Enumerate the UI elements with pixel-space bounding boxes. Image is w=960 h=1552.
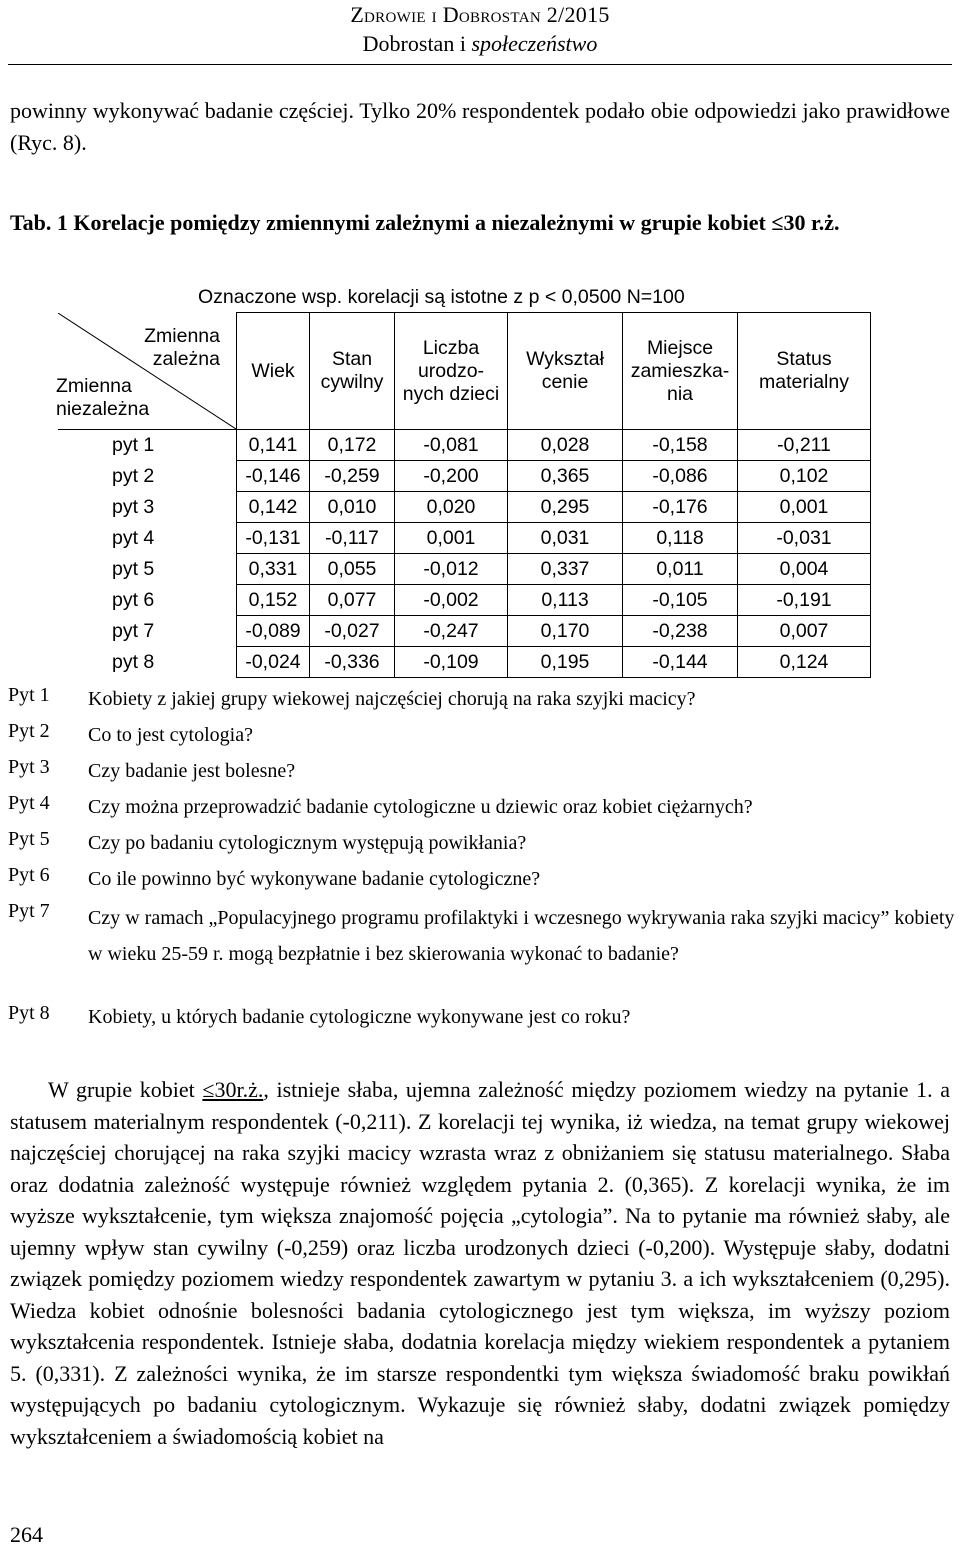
table-cell: -0,200: [395, 461, 508, 492]
table-cell: 0,102: [738, 461, 871, 492]
question-text: Co ile powinno być wykonywane badanie cytologiczne?: [88, 868, 541, 890]
table-cell: 0,077: [310, 585, 395, 616]
table-header-row: [58, 313, 871, 430]
corner-cell: [58, 313, 237, 430]
row-label: [58, 461, 237, 492]
significance-note: Oznaczone wsp. korelacji są istotne z p < 0,0500 N=100: [198, 286, 685, 308]
section-title-italic: społeczeństwo: [471, 31, 598, 56]
table-cell: 0,113: [508, 585, 623, 616]
table-cell: -0,247: [395, 616, 508, 647]
question-id: Pyt 4: [8, 792, 50, 814]
page-number: 264: [10, 1522, 43, 1547]
row-label-text: pyt 4: [112, 526, 155, 549]
header-rule: [8, 64, 952, 65]
table-cell: 0,007: [738, 616, 871, 647]
table-cell: 0,152: [237, 585, 310, 616]
independent-variable-label: Zmienna niezależna: [56, 374, 150, 420]
table-cell: -0,027: [310, 616, 395, 647]
table-cell: 0,001: [738, 492, 871, 523]
table-caption-age: ≤30 r.ż.: [771, 210, 840, 235]
table-cell: 0,172: [310, 430, 395, 461]
row-label-text: pyt 2: [112, 464, 155, 487]
table-caption-text: Tab. 1 Korelacje pomiędzy zmiennymi zależnymi a niezależnymi w grupie kobiet: [10, 210, 766, 235]
table-cell: 0,010: [310, 492, 395, 523]
table-row: [58, 430, 871, 461]
table-cell: -0,002: [395, 585, 508, 616]
running-header: [310, 0, 650, 58]
discussion-age: ≤30r.ż.: [202, 1077, 264, 1102]
table-cell: 0,170: [508, 616, 623, 647]
table-cell: -0,131: [237, 523, 310, 554]
table-row: [58, 554, 871, 585]
section-title: [310, 29, 650, 58]
question-text: Czy w ramach „Populacyjnego programu profilaktyki i wczesnego wykrywania raka szyjki macicy” kobiety w wieku 25-59 r. mogą bezpłatnie i bez skierowania wykonać to badanie?: [88, 907, 955, 965]
table-cell: -0,086: [623, 461, 738, 492]
table-cell: -0,117: [310, 523, 395, 554]
row-label: [58, 523, 237, 554]
table-cell: 0,337: [508, 554, 623, 585]
table-cell: 0,031: [508, 523, 623, 554]
table-cell: 0,124: [738, 647, 871, 678]
question-id: Pyt 2: [8, 720, 50, 742]
row-label-text: pyt 5: [112, 557, 155, 580]
question-text: Kobiety, u których badanie cytologiczne wykonywane jest co roku?: [88, 1006, 631, 1028]
table-row: [58, 523, 871, 554]
table-cell: -0,176: [623, 492, 738, 523]
row-label: [58, 647, 237, 678]
question-id: Pyt 7: [8, 900, 50, 922]
column-header: Stan cywilny: [310, 313, 395, 430]
table-row: [58, 616, 871, 647]
table-cell: -0,191: [738, 585, 871, 616]
dependent-variable-label: Zmienna zależna: [144, 324, 220, 370]
table-cell: -0,031: [738, 523, 871, 554]
table-cell: -0,012: [395, 554, 508, 585]
column-header: Wiek: [237, 313, 310, 430]
table-cell: -0,238: [623, 616, 738, 647]
row-label-text: pyt 6: [112, 588, 155, 611]
table-cell: -0,336: [310, 647, 395, 678]
question-id: Pyt 1: [8, 684, 50, 706]
table-caption: [10, 207, 950, 238]
table-cell: -0,146: [237, 461, 310, 492]
table-cell: 0,295: [508, 492, 623, 523]
table-cell: -0,024: [237, 647, 310, 678]
table-cell: 0,142: [237, 492, 310, 523]
journal-title: Zdrowie i Dobrostan 2/2015: [350, 2, 610, 27]
table-cell: -0,105: [623, 585, 738, 616]
column-header: Status materialny: [738, 313, 871, 430]
table-cell: -0,211: [738, 430, 871, 461]
discussion-paragraph: [10, 1074, 950, 1452]
row-label-text: pyt 7: [112, 619, 155, 642]
question-id: Pyt 5: [8, 828, 50, 850]
question-text: Czy można przeprowadzić badanie cytologiczne u dziewic oraz kobiet ciężarnych?: [88, 796, 753, 818]
question-id: Pyt 8: [8, 1002, 50, 1024]
table-cell: 0,028: [508, 430, 623, 461]
question-id: Pyt 3: [8, 756, 50, 778]
table-cell: -0,158: [623, 430, 738, 461]
row-label: [58, 616, 237, 647]
table-cell: 0,195: [508, 647, 623, 678]
table-cell: 0,055: [310, 554, 395, 585]
question-text: Co to jest cytologia?: [88, 724, 253, 746]
table-cell: 0,118: [623, 523, 738, 554]
question-text: Czy po badaniu cytologicznym występują powikłania?: [88, 832, 527, 854]
table-cell: -0,259: [310, 461, 395, 492]
table-cell: 0,020: [395, 492, 508, 523]
table-cell: -0,089: [237, 616, 310, 647]
question-text: Czy badanie jest bolesne?: [88, 760, 296, 782]
correlation-table: [58, 312, 871, 678]
row-label-text: pyt 8: [112, 650, 155, 673]
question-id: Pyt 6: [8, 864, 50, 886]
question-text: Kobiety z jakiej grupy wiekowej najczęściej chorują na raka szyjki macicy?: [88, 688, 696, 710]
table-cell: -0,144: [623, 647, 738, 678]
row-label-text: pyt 1: [112, 433, 155, 456]
column-header: Wykształ cenie: [508, 313, 623, 430]
row-label: [58, 554, 237, 585]
section-title-plain: Dobrostan i: [362, 31, 472, 56]
row-label: [58, 585, 237, 616]
table-cell: 0,011: [623, 554, 738, 585]
intro-paragraph: powinny wykonywać badanie częściej. Tylko 20% respondentek podało obie odpowiedzi jako prawidłowe (Ryc. 8).: [10, 98, 950, 155]
table-row: [58, 585, 871, 616]
table-cell: 0,001: [395, 523, 508, 554]
table-cell: 0,141: [237, 430, 310, 461]
table-row: [58, 492, 871, 523]
table-cell: 0,365: [508, 461, 623, 492]
table-cell: 0,004: [738, 554, 871, 585]
row-label-text: pyt 3: [112, 495, 155, 518]
column-header: Liczba urodzo- nych dzieci: [395, 313, 508, 430]
table-row: [58, 461, 871, 492]
row-label: [58, 430, 237, 461]
table-cell: 0,331: [237, 554, 310, 585]
row-label: [58, 492, 237, 523]
column-header: Miejsce zamieszka- nia: [623, 313, 738, 430]
table-cell: -0,109: [395, 647, 508, 678]
discussion-body: , istnieje słaba, ujemna zależność między poziomem wiedzy na pytanie 1. a statusem materialnym respondentek (-0,211). Z korelacji tej wynika, iż wiedza, na temat grupy wiekowej najczęściej chorującej na raka szyjki macicy wzrasta wraz z obniżaniem się statusu materialnego. Słaba oraz dodatnia zależność występuje również względem pytania 2. (0,365). Z korelacji wynika, że im wyższe wykształcenie, tym większa znajomość pojęcia „cytologia”. Na to pytanie ma również słaby, ale ujemny wpływ stan cywilny (-0,259) oraz liczba urodzonych dzieci (-0,200). Występuje słaby, dodatni związek pomiędzy poziomem wiedzy respondentek zawartym w pytaniu 3. a ich wykształceniem (0,295). Wiedza kobiet odnośnie bolesności badania cytologicznego jest tym większa, im wyższy poziom wykształcenia respondentek. Istnieje słaba, dodatnia korelacja między wiekiem respondentek a pytaniem 5. (0,331). Z zależności wynika, że im starsze respondentki tym większa świadomość braku powikłań występujących po badaniu cytologicznym. Wykazuje się również słaby, dodatni związek pomiędzy wykształceniem a świadomością kobiet na: [10, 1077, 951, 1449]
table-row: [58, 647, 871, 678]
table-cell: -0,081: [395, 430, 508, 461]
discussion-lead: W grupie kobiet: [48, 1077, 203, 1102]
